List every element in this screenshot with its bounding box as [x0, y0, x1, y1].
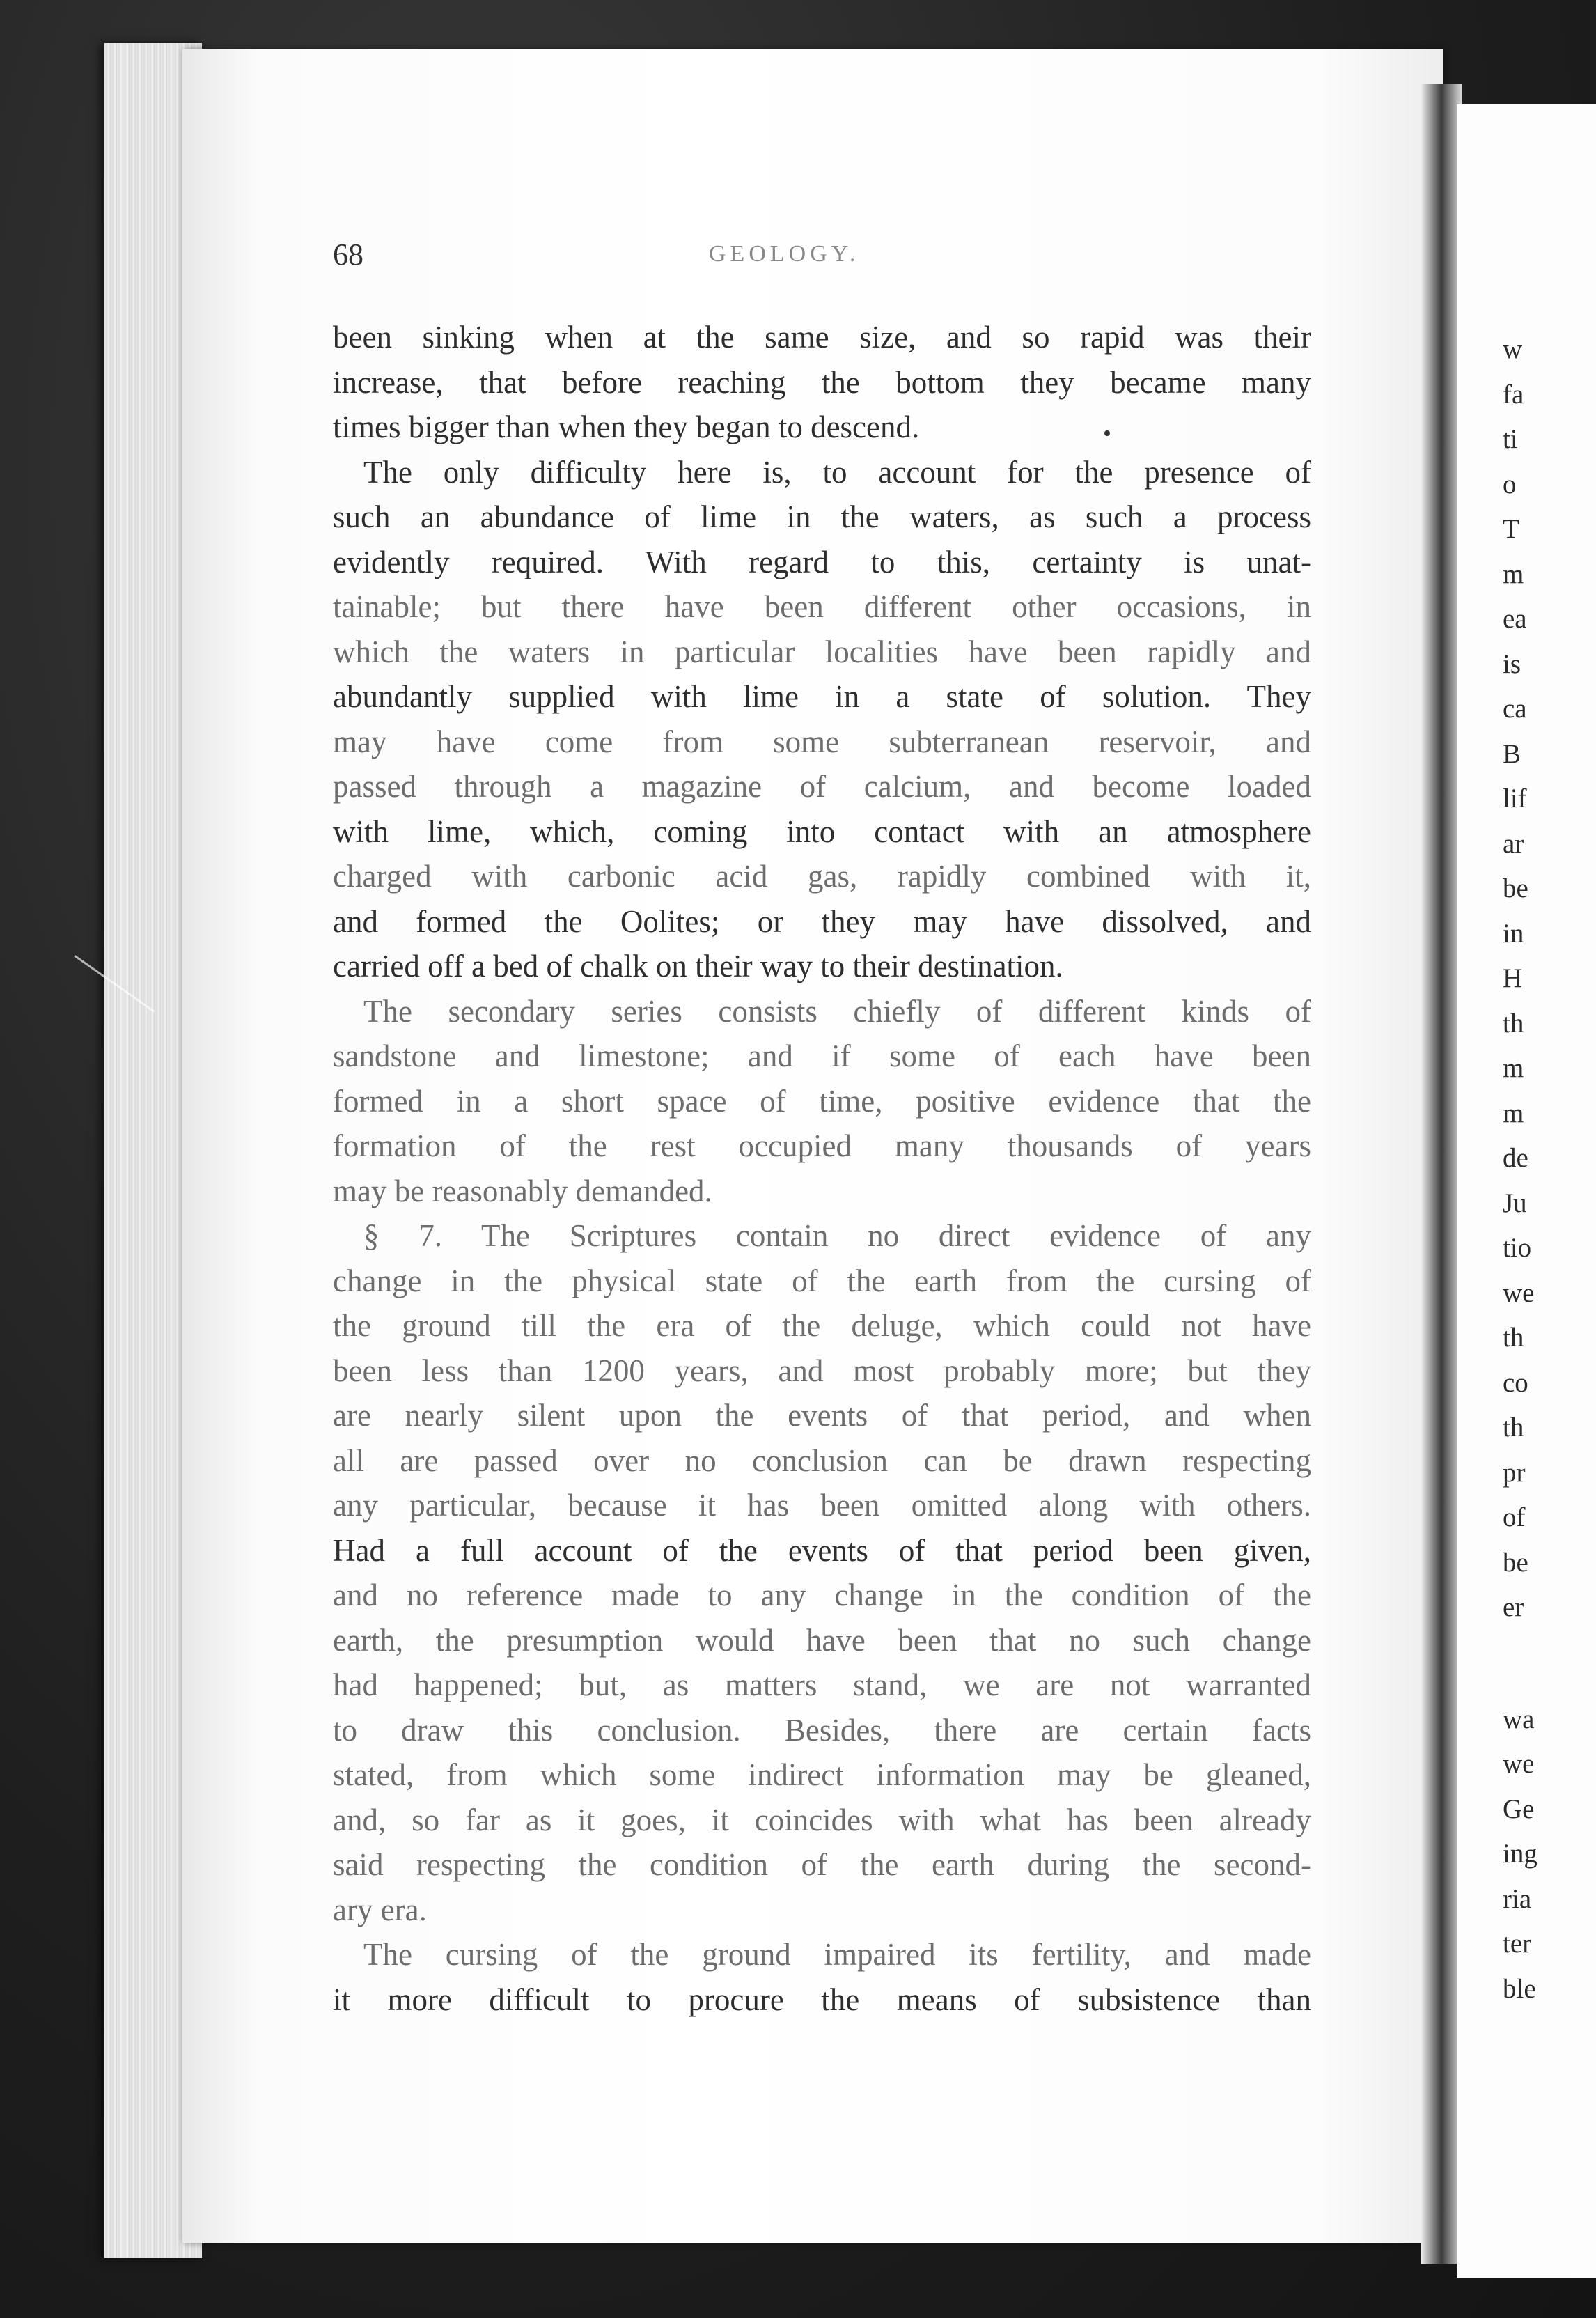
facing-fragment: of [1503, 1502, 1526, 1532]
text-line: any particular, because it has been omitted along with others. [333, 1488, 1311, 1523]
text-line: evidently required. With regard to this, certainty is unat- [333, 544, 1311, 580]
text-line: and, so far as it goes, it coincides with what has been already [333, 1802, 1311, 1837]
facing-paragraph-gap [1503, 1631, 1596, 1697]
book-gutter [1421, 84, 1462, 2264]
text-line: the ground till the era of the deluge, which could not have [333, 1308, 1311, 1343]
text-line: been less than 1200 years, and most probably more; but they [333, 1353, 1311, 1388]
text-line: which the waters in particular localities have been rapidly and [333, 634, 1311, 669]
text-line: ary era. [333, 1892, 427, 1927]
text-line: it more difficult to procure the means of subsistence than [333, 1982, 1311, 2017]
facing-fragment: wa [1503, 1704, 1535, 1734]
facing-fragment: ble [1503, 1973, 1536, 2004]
paragraph-start-line: The only difficulty here is, to account for the presence of [363, 454, 1311, 490]
text-line: tainable; but there have been different other occasions, in [333, 589, 1311, 624]
facing-fragment: we [1503, 1277, 1535, 1308]
text-line: earth, the presumption would have been that no such change [333, 1622, 1311, 1658]
facing-fragment: tio [1503, 1233, 1532, 1263]
facing-fragment: w [1503, 334, 1523, 364]
facing-fragment: er [1503, 1592, 1524, 1622]
text-line: Had a full account of the events of that period been given, [333, 1532, 1311, 1568]
text-line: may be reasonably demanded. [333, 1173, 712, 1208]
text-line: increase, that before reaching the bottom they became many [333, 364, 1311, 400]
facing-fragment: be [1503, 1547, 1528, 1578]
facing-fragment: m [1503, 1053, 1524, 1083]
facing-fragment: o [1503, 469, 1517, 499]
facing-fragment: lif [1503, 784, 1527, 814]
text-line: been sinking when at the same size, and so rapid was their [333, 320, 1311, 355]
facing-fragment: ing [1503, 1839, 1538, 1869]
paragraph-start-line: The secondary series consists chiefly of different kinds of [363, 993, 1311, 1029]
facing-page-text [1503, 327, 1596, 2012]
paragraph-start-line: The cursing of the ground impaired its fertility, and made [363, 1937, 1311, 1972]
text-line: times bigger than when they began to descend. [333, 410, 920, 444]
facing-fragment: ria [1503, 1883, 1532, 1914]
facing-fragment: th [1503, 1323, 1524, 1353]
facing-fragment: Ju [1503, 1188, 1527, 1218]
body-text [333, 315, 1311, 2022]
text-line: to draw this conclusion. Besides, there are certain facts [333, 1712, 1311, 1748]
section-start-line: § 7. The Scriptures contain no direct evidence of any [363, 1218, 1311, 1253]
facing-fragment: th [1503, 1413, 1524, 1442]
running-head [333, 237, 1308, 279]
text-line: sandstone and limestone; and if some of each have been [333, 1039, 1311, 1073]
facing-fragment: ca [1503, 694, 1527, 724]
text-line: are nearly silent upon the events of that period, and when [333, 1398, 1311, 1433]
facing-fragment: ar [1503, 828, 1524, 859]
facing-fragment: be [1503, 873, 1528, 903]
text-line: all are passed over no conclusion can be drawn respecting [333, 1442, 1311, 1478]
facing-fragment: fa [1503, 379, 1524, 410]
text-line: said respecting the condition of the earth during the second- [333, 1847, 1311, 1882]
text-line: abundantly supplied with lime in a state of solution. They [333, 679, 1311, 714]
facing-fragment: m [1503, 1098, 1524, 1128]
facing-fragment: de [1503, 1143, 1528, 1173]
text-line: and formed the Oolites; or they may have dissolved, and [333, 903, 1311, 939]
facing-fragment: we [1503, 1749, 1535, 1779]
facing-fragment: is [1503, 648, 1521, 679]
running-title: GEOLOGY. [709, 241, 860, 267]
text-line: formed in a short space of time, positive evidence that the [333, 1083, 1311, 1119]
text-line: charged with carbonic acid gas, rapidly combined with it, [333, 859, 1311, 894]
text-line: had happened; but, as matters stand, we are not warranted [333, 1667, 1311, 1702]
text-line: may have come from some subterranean reservoir, and [333, 724, 1311, 759]
facing-fragment: B [1503, 738, 1521, 769]
text-line: change in the physical state of the earth from the cursing of [333, 1263, 1311, 1298]
facing-fragment: ti [1503, 424, 1518, 454]
text-line: stated, from which some indirect information may be gleaned, [333, 1757, 1311, 1792]
text-line: carried off a bed of chalk on their way to their destination. [333, 949, 1063, 983]
facing-fragment: ea [1503, 604, 1527, 634]
text-line: and no reference made to any change in the condition of the [333, 1578, 1311, 1612]
facing-fragment: Ge [1503, 1794, 1535, 1824]
facing-fragment: m [1503, 559, 1524, 589]
page-number: 68 [333, 238, 363, 272]
facing-fragment: th [1503, 1008, 1524, 1039]
facing-fragment: ter [1503, 1929, 1532, 1959]
text-line: with lime, which, coming into contact with an atmosphere [333, 814, 1311, 849]
facing-fragment: T [1503, 514, 1519, 544]
text-line: such an abundance of lime in the waters, as such a process [333, 499, 1311, 534]
facing-fragment: co [1503, 1367, 1528, 1398]
text-line: formation of the rest occupied many thousands of years [333, 1128, 1311, 1163]
facing-fragment: pr [1503, 1457, 1526, 1488]
facing-fragment: in [1503, 918, 1524, 949]
text-line: passed through a magazine of calcium, and become loaded [333, 769, 1311, 804]
facing-fragment: H [1503, 963, 1523, 993]
